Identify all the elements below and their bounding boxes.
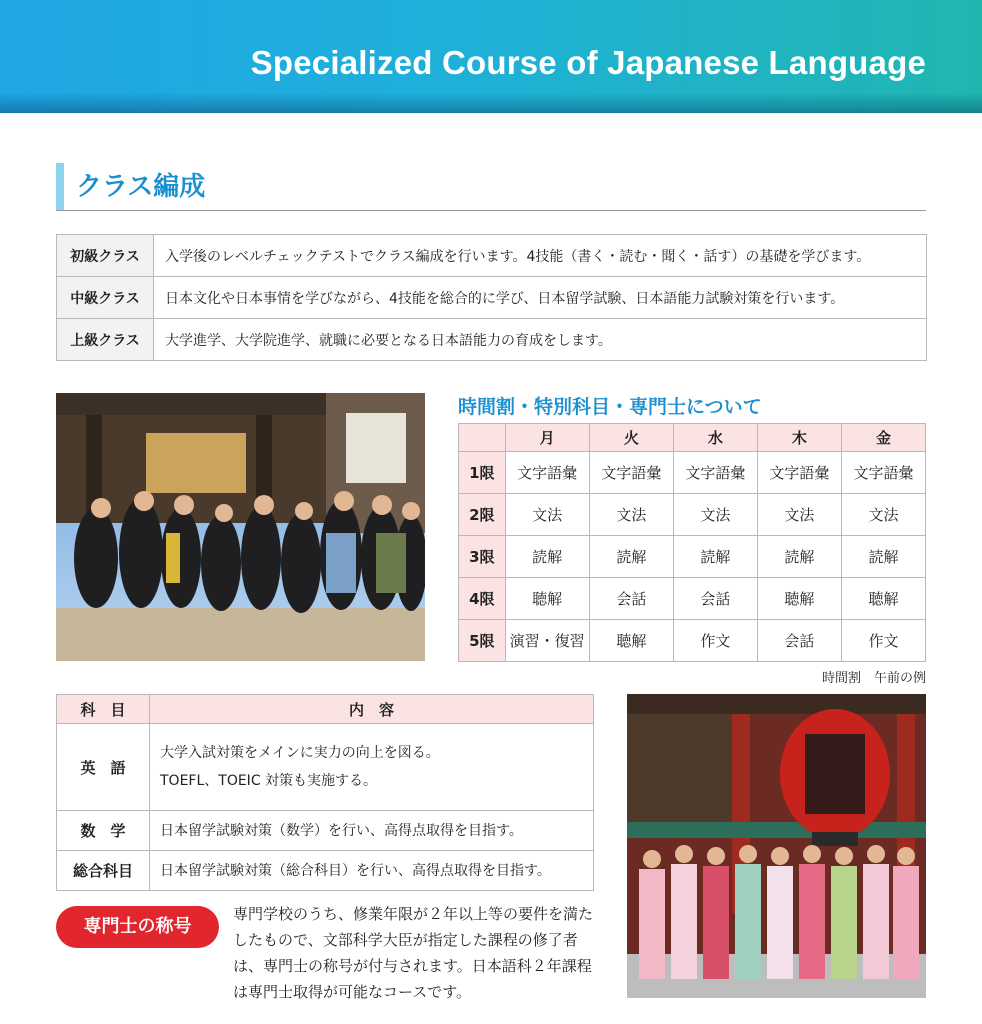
kimono-group-photo [627,694,926,998]
class-table [56,234,927,361]
table-row [57,277,927,319]
content-header: 内 容 [150,695,594,724]
class-label: 初級クラス [57,235,154,277]
senmonshi-description: 専門学校のうち、修業年限が２年以上等の要件を満たしたもので、文部科学大臣が指定した課程の修了者は、専門士の称号が付与されます。日本語科２年課程は専門士取得が可能なコースです。 [233,905,594,1001]
period-label: 3限 [459,536,506,578]
timetable-cell: 文字語彙 [757,452,841,494]
group-photo-illustration [56,393,425,661]
timetable-cell: 作文 [841,620,925,662]
timetable-cell: 聴解 [757,578,841,620]
timetable-cell: 文字語彙 [505,452,589,494]
header-banner-shade [0,92,982,113]
subject-content [150,724,594,811]
timetable-cell: 作文 [673,620,757,662]
timetable-cell: 文字語彙 [841,452,925,494]
timetable-cell: 読解 [505,536,589,578]
period-label: 5限 [459,620,506,662]
class-description: 入学後のレベルチェックテストでクラス編成を行います。4技能（書く・読む・聞く・話す）の基礎を学びます。 [154,235,927,277]
class-description: 大学進学、大学院進学、就職に必要となる日本語能力の育成をします。 [154,319,927,361]
table-row [57,851,594,891]
timetable-cell: 文字語彙 [673,452,757,494]
table-row [459,536,926,578]
table-row [459,620,926,662]
timetable-header-row [459,424,926,452]
table-row [57,811,594,851]
day-header: 木 [757,424,841,452]
day-header: 月 [505,424,589,452]
section-divider [56,210,926,211]
subjects-header-row [57,695,594,724]
timetable-cell: 文法 [841,494,925,536]
timetable-corner [459,424,506,452]
timetable-cell: 文法 [505,494,589,536]
subject-header: 科 目 [57,695,150,724]
day-header: 水 [673,424,757,452]
timetable-cell: 文法 [589,494,673,536]
class-description: 日本文化や日本事情を学びながら、4技能を総合的に学び、日本留学試験、日本語能力試験対策を行います。 [154,277,927,319]
group-photo-temple-gate [56,393,425,661]
timetable-cell: 聴解 [589,620,673,662]
table-row [57,235,927,277]
timetable-cell: 読解 [589,536,673,578]
timetable-title: 時間割・特別科目・専門士について [458,396,762,418]
timetable-cell: 読解 [757,536,841,578]
table-row [459,494,926,536]
period-label: 4限 [459,578,506,620]
timetable-cell: 文字語彙 [589,452,673,494]
subjects-table [56,694,594,891]
timetable-cell: 会話 [673,578,757,620]
section-title: クラス編成 [76,172,206,202]
timetable-cell: 会話 [757,620,841,662]
subject-content: 日本留学試験対策（数学）を行い、高得点取得を目指す。 [150,811,594,851]
day-header: 火 [589,424,673,452]
subject-name: 総合科目 [57,851,150,891]
subject-content-line: 大学入試対策をメインに実力の向上を図る。 [160,745,440,761]
subject-content-line: TOEFL、TOEIC 対策も実施する。 [160,773,378,789]
timetable-cell: 会話 [589,578,673,620]
table-row [57,319,927,361]
timetable-cell: 聴解 [841,578,925,620]
timetable-cell: 文法 [757,494,841,536]
table-row [459,578,926,620]
timetable-note: 時間割 午前の例 [821,671,926,686]
timetable-cell: 文法 [673,494,757,536]
subject-name: 英 語 [57,724,150,811]
page-title: Specialized Course of Japanese Language [250,44,926,81]
day-header: 金 [841,424,925,452]
table-row [459,452,926,494]
timetable [458,423,926,662]
period-label: 2限 [459,494,506,536]
timetable-cell: 演習・復習 [505,620,589,662]
table-row [57,724,594,811]
timetable-cell: 読解 [841,536,925,578]
subject-content: 日本留学試験対策（総合科目）を行い、高得点取得を目指す。 [150,851,594,891]
class-label: 上級クラス [57,319,154,361]
timetable-cell: 聴解 [505,578,589,620]
timetable-cell: 読解 [673,536,757,578]
subject-name: 数 学 [57,811,150,851]
period-label: 1限 [459,452,506,494]
section-accent-bar [56,163,64,210]
senmonshi-title-badge: 専門士の称号 [56,906,219,948]
class-label: 中級クラス [57,277,154,319]
kimono-photo-illustration [627,694,926,998]
